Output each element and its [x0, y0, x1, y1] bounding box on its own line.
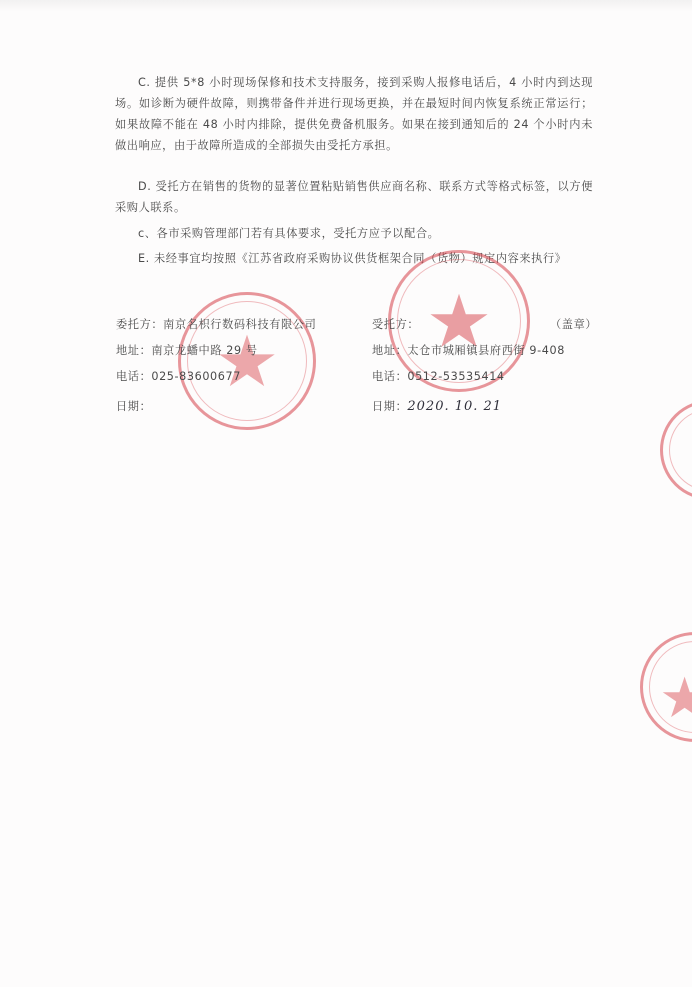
agent-name-row	[372, 316, 419, 332]
clause-c-service: C. 提供 5*8 小时现场保修和技术支持服务，接到采购人报修电话后，4 小时内到达现场。如诊断为硬件故障，则携带备件并进行现场更换，并在最短时间内恢复系统正常运行；如果故障不能在 48 小时内排除，提供免费备机服务。如果在接到通知后的 24 个小时内未做出响应，由于故障所造成的全部损失由受托方承担。	[115, 76, 593, 152]
agent-seal-note: （盖章）	[550, 318, 598, 331]
agent-phone-label: 电话：	[372, 370, 408, 383]
agent-phone-row	[372, 368, 505, 384]
agent-name-label: 受托方：	[372, 318, 420, 331]
agent-date-label: 日期：	[372, 400, 408, 413]
agent-phone-value: 0512-53535414	[407, 370, 505, 383]
principal-name-label: 委托方：	[116, 318, 164, 331]
principal-date-row	[116, 398, 151, 414]
principal-address-row	[116, 342, 258, 358]
principal-company-seal	[178, 292, 316, 430]
principal-address-value: 南京龙蟠中路 29 号	[151, 344, 258, 357]
edge-seal-lower	[640, 632, 692, 742]
clause-d-labeling: D. 受托方在销售的货物的显著位置粘贴销售供应商名称、联系方式等格式标签，以方便采购人联系。	[115, 180, 593, 214]
principal-address-label: 地址：	[116, 344, 152, 357]
agent-address-row	[372, 342, 565, 358]
clause-c-cooperation: c、各市采购管理部门若有具体要求，受托方应予以配合。	[138, 227, 440, 240]
scan-edge	[0, 0, 692, 12]
principal-name-value: 南京名枳行数码科技有限公司	[163, 318, 317, 331]
principal-name-row	[116, 316, 316, 332]
agent-address-label: 地址：	[372, 344, 408, 357]
agent-date-handwritten: 2020. 10. 21	[407, 399, 503, 414]
agent-date-row	[372, 398, 502, 414]
agent-address-value: 太仓市城厢镇县府西街 9-408	[407, 344, 565, 357]
principal-phone-label: 电话：	[116, 370, 152, 383]
principal-date-label: 日期：	[116, 400, 152, 413]
principal-phone-value: 025-83600677	[151, 370, 241, 383]
clause-e-framework: E. 未经事宜均按照《江苏省政府采购协议供货框架合同（货物）规定内容来执行》	[138, 252, 567, 265]
edge-seal-upper	[660, 400, 692, 500]
principal-phone-row	[116, 368, 241, 384]
